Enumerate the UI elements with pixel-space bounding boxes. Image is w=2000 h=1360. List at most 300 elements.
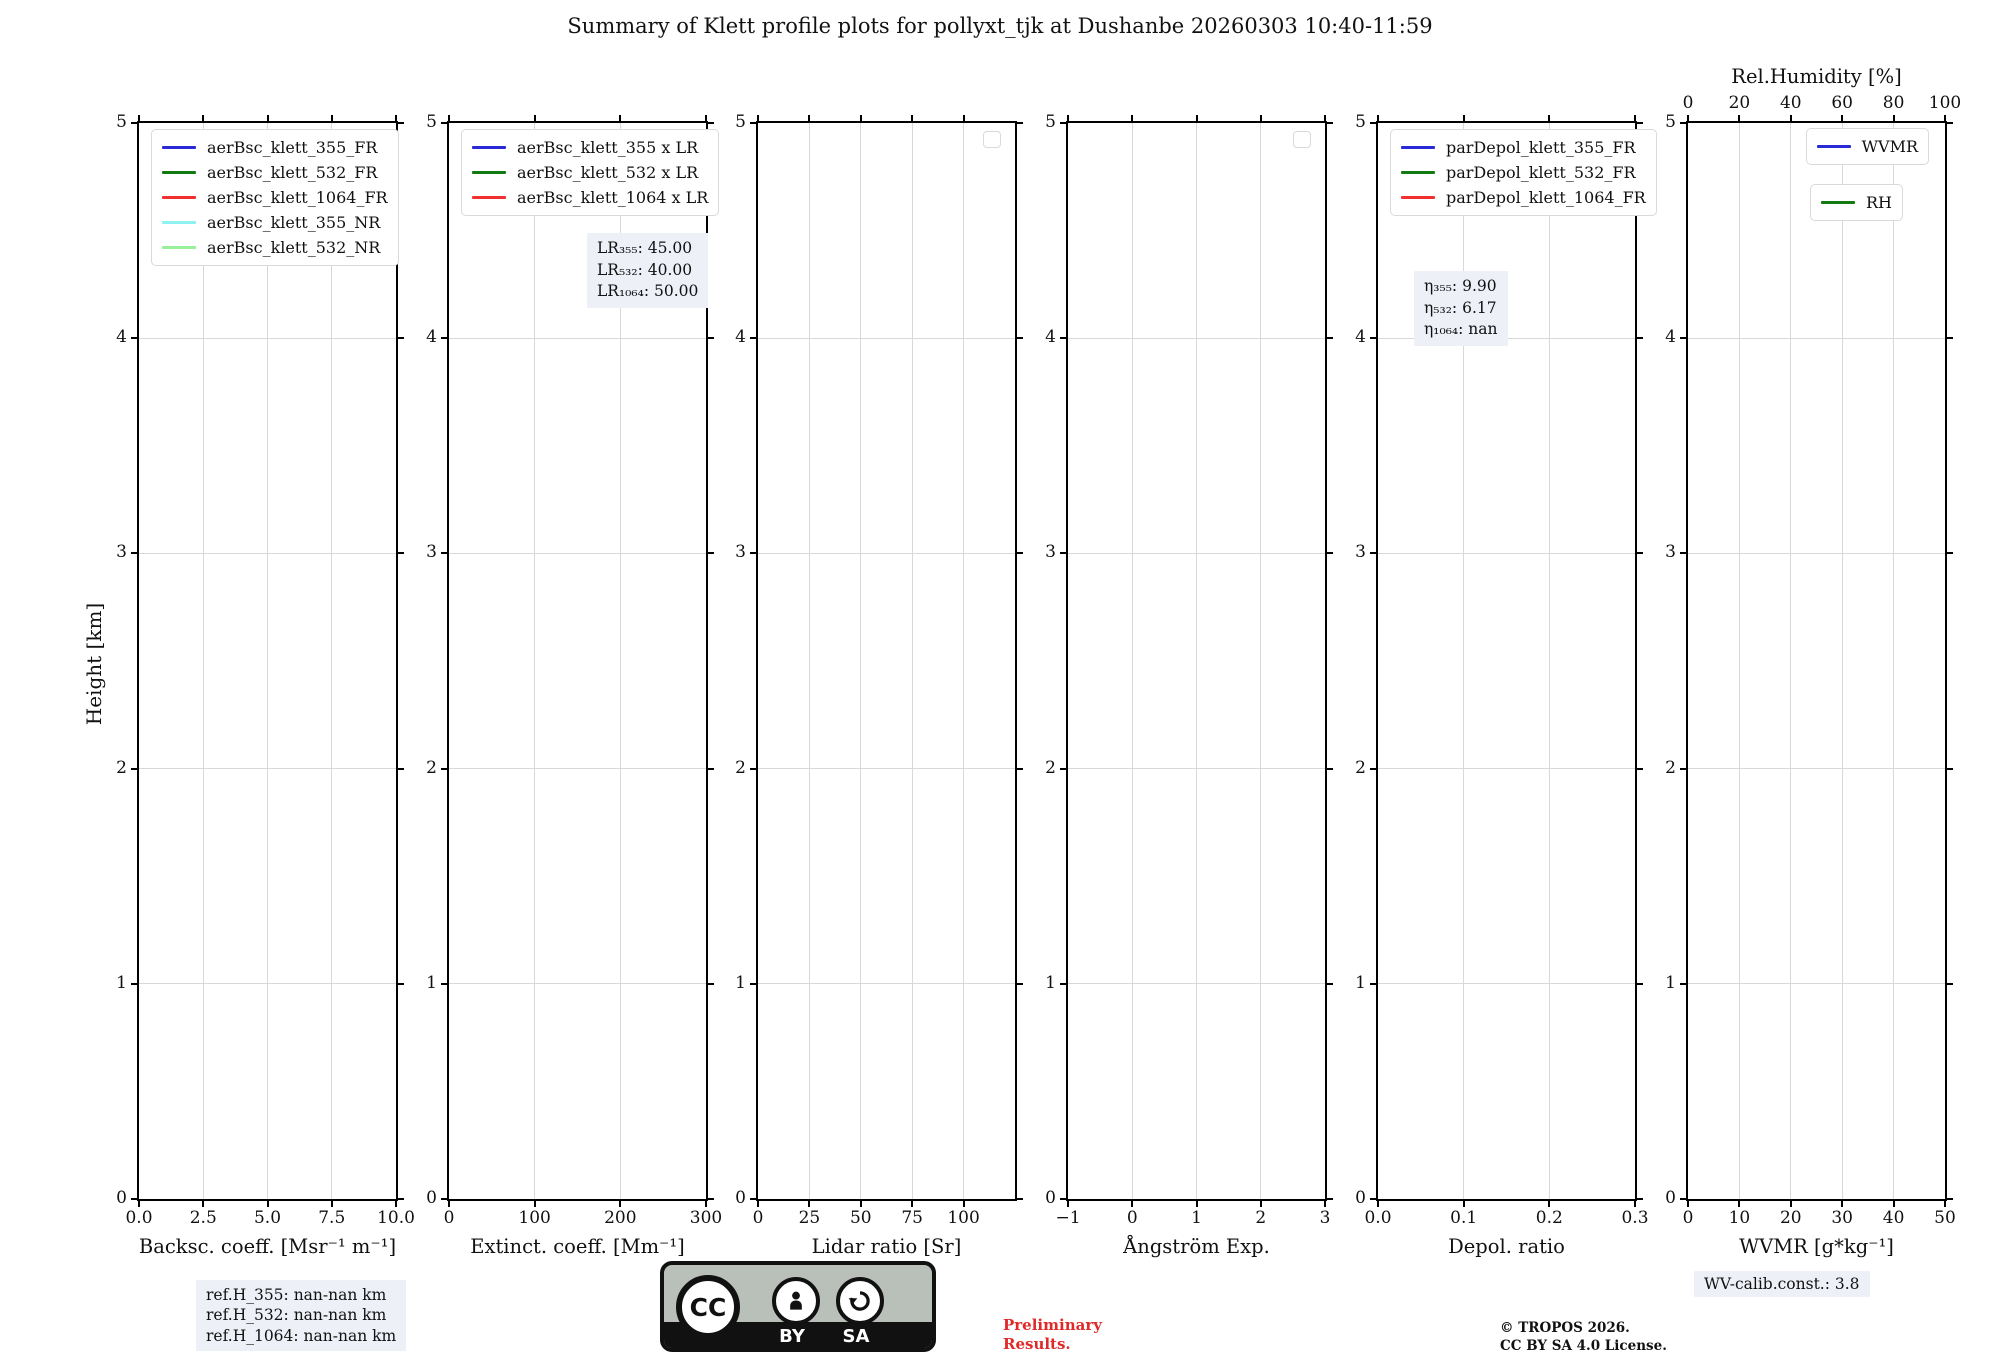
tick-right	[1945, 983, 1953, 985]
gridline-horizontal	[1378, 553, 1635, 554]
refh-532: ref.H_532: nan-nan km	[206, 1306, 387, 1325]
tick-bottom	[1131, 1199, 1133, 1207]
top-tick-label: 80	[1882, 93, 1905, 113]
tick-top	[202, 115, 204, 123]
gridline-horizontal	[758, 983, 1015, 984]
tick-left	[131, 337, 139, 339]
tick-left	[1370, 122, 1378, 124]
legend-entry	[162, 135, 388, 160]
tick-top	[534, 115, 536, 123]
legend-entry	[162, 210, 388, 235]
x-axis-label: WVMR [g*kg⁻¹]	[1739, 1235, 1894, 1258]
tick-right	[1945, 122, 1953, 124]
tick-left	[131, 122, 139, 124]
tick-left	[1680, 552, 1688, 554]
tick-right	[1945, 552, 1953, 554]
tick-right	[1945, 1198, 1953, 1200]
top-tick-label: 100	[1928, 93, 1962, 113]
x-tick-label: 2.5	[189, 1208, 217, 1228]
legend-line-sample	[1821, 201, 1855, 204]
tick-top	[1463, 115, 1465, 123]
tick-right	[1945, 768, 1953, 770]
gridline-vertical	[1739, 123, 1740, 1199]
y-tick-label: 5	[1665, 112, 1676, 132]
annotation-line: η₃₅₅: 9.90	[1424, 277, 1497, 295]
gridline-horizontal	[449, 553, 706, 554]
tick-bottom	[1944, 1199, 1946, 1207]
tick-right	[1015, 122, 1023, 124]
x-tick-label: 25	[798, 1208, 821, 1228]
x-tick-label: −1	[1055, 1208, 1081, 1228]
preliminary-line2: Results.	[1003, 1334, 1071, 1353]
gridline-horizontal	[758, 768, 1015, 769]
tick-top	[808, 115, 810, 123]
tick-left	[441, 552, 449, 554]
tick-left	[131, 983, 139, 985]
legend-entry	[1817, 134, 1918, 159]
tick-bottom	[1548, 1199, 1550, 1207]
tick-right	[396, 337, 404, 339]
tick-left	[1060, 337, 1068, 339]
tick-bottom	[808, 1199, 810, 1207]
annotation-depol	[1414, 271, 1508, 346]
preliminary-line1: Preliminary	[1003, 1316, 1102, 1334]
gridline-vertical	[809, 123, 810, 1199]
gridline-horizontal	[449, 338, 706, 339]
copyright-line2: CC BY SA 4.0 License.	[1500, 1337, 1667, 1354]
tick-left	[750, 337, 758, 339]
legend-label: RH	[1866, 193, 1892, 212]
gridline-vertical	[912, 123, 913, 1199]
tick-right	[1325, 552, 1333, 554]
top-axis-label: Rel.Humidity [%]	[1731, 65, 1902, 88]
tick-right	[1635, 983, 1643, 985]
tick-left	[1680, 122, 1688, 124]
tick-left	[1680, 768, 1688, 770]
tick-right	[1635, 122, 1643, 124]
y-tick-label: 2	[116, 757, 127, 778]
gridline-vertical	[267, 123, 268, 1199]
x-axis-label: Lidar ratio [Sr]	[811, 1235, 962, 1258]
tick-bottom	[1324, 1199, 1326, 1207]
gridline-vertical	[1260, 123, 1261, 1199]
tick-right	[706, 337, 714, 339]
tick-bottom	[331, 1199, 333, 1207]
y-tick-label: 0	[1355, 1188, 1366, 1208]
tick-left	[441, 768, 449, 770]
tick-right	[1015, 1198, 1023, 1200]
cc-by-person-icon	[772, 1277, 820, 1325]
gridline-vertical	[1196, 123, 1197, 1199]
legend-line-sample	[472, 146, 506, 149]
y-tick-label: 2	[426, 757, 437, 778]
legend-label: aerBsc_klett_355_FR	[207, 138, 378, 157]
gridline-horizontal	[1688, 983, 1945, 984]
legend-line-sample	[1817, 145, 1851, 148]
tick-left	[1060, 552, 1068, 554]
tick-right	[706, 1198, 714, 1200]
legend-label: WVMR	[1861, 137, 1918, 156]
subplot-angstroem	[1045, 112, 1331, 1258]
tick-bottom	[619, 1199, 621, 1207]
legend-wvmr	[1806, 128, 1929, 165]
legend-label: parDepol_klett_532_FR	[1446, 163, 1636, 182]
y-tick-label: 0	[426, 1188, 437, 1208]
tick-right	[396, 552, 404, 554]
gridline-vertical	[1790, 123, 1791, 1199]
tick-right	[706, 122, 714, 124]
x-tick-label: 5.0	[253, 1208, 282, 1228]
tick-left	[1370, 1198, 1378, 1200]
gridline-horizontal	[1378, 768, 1635, 769]
x-tick-label: 30	[1831, 1208, 1853, 1228]
y-tick-label: 4	[1665, 327, 1676, 348]
tick-left	[1060, 1198, 1068, 1200]
cc-by-sa-badge	[660, 1261, 936, 1352]
tick-top	[1738, 115, 1740, 123]
tick-left	[1370, 768, 1378, 770]
gridline-horizontal	[1688, 768, 1945, 769]
legend-line-sample	[162, 221, 196, 224]
tick-right	[1015, 552, 1023, 554]
x-tick-label: 7.5	[318, 1208, 346, 1228]
cc-sa-arrow-icon	[836, 1277, 884, 1325]
gridline-horizontal	[1688, 338, 1945, 339]
gridline-vertical	[534, 123, 535, 1199]
x-tick-label: 0.0	[1364, 1208, 1392, 1228]
reference-height-annotation	[196, 1280, 406, 1351]
legend-empty-box	[983, 131, 1001, 148]
y-tick-label: 5	[116, 112, 127, 132]
x-axis-label: Ångström Exp.	[1123, 1235, 1270, 1258]
legend-label: aerBsc_klett_355_NR	[207, 213, 381, 232]
tick-left	[1370, 983, 1378, 985]
subplot-depol	[1355, 112, 1649, 1258]
x-tick-label: 0	[1682, 1208, 1694, 1228]
gridline-horizontal	[758, 553, 1015, 554]
annotation-extinct	[587, 233, 708, 308]
tick-right	[396, 1198, 404, 1200]
tick-left	[1060, 768, 1068, 770]
y-tick-label: 1	[116, 972, 127, 993]
tick-bottom	[1196, 1199, 1198, 1207]
subplot-backsc	[116, 112, 415, 1258]
y-tick-label: 4	[426, 327, 437, 348]
tick-left	[131, 768, 139, 770]
x-tick-label: 0	[443, 1208, 455, 1228]
wv-calibration-annotation: WV-calib.const.: 3.8	[1694, 1271, 1870, 1297]
y-tick-label: 3	[116, 542, 127, 563]
legend-rh	[1810, 184, 1903, 221]
tick-top	[1131, 115, 1133, 123]
tick-right	[396, 122, 404, 124]
x-tick-label: 1	[1191, 1208, 1202, 1228]
legend-entry	[1401, 160, 1646, 185]
tick-right	[1015, 983, 1023, 985]
tick-bottom	[138, 1199, 140, 1207]
legend-line-sample	[162, 171, 196, 174]
legend-label: aerBsc_klett_532_NR	[207, 238, 381, 257]
x-tick-label: 0.2	[1535, 1208, 1563, 1228]
x-tick-label: 40	[1882, 1208, 1905, 1228]
tick-right	[1325, 1198, 1333, 1200]
legend-label: aerBsc_klett_1064_FR	[207, 188, 388, 207]
legend-line-sample	[1401, 196, 1435, 199]
copyright-note	[1500, 1320, 1667, 1355]
tick-left	[441, 983, 449, 985]
gridline-horizontal	[449, 983, 706, 984]
legend-entry	[162, 160, 388, 185]
y-tick-label: 4	[1355, 327, 1366, 348]
cc-logo-icon: CC	[676, 1275, 740, 1339]
x-tick-label: 0.0	[125, 1208, 153, 1228]
tick-bottom	[963, 1199, 965, 1207]
x-tick-label: 10	[1728, 1208, 1751, 1228]
tick-top	[860, 115, 862, 123]
y-tick-label: 1	[426, 972, 437, 993]
tick-right	[396, 983, 404, 985]
subplot-wvmr	[1665, 65, 1962, 1258]
top-tick-label: 60	[1831, 93, 1853, 113]
tick-top	[1548, 115, 1550, 123]
tick-right	[1635, 337, 1643, 339]
x-tick-label: 50	[1934, 1208, 1956, 1228]
gridline-vertical	[963, 123, 964, 1199]
tick-bottom	[202, 1199, 204, 1207]
tick-left	[750, 552, 758, 554]
tick-top	[1260, 115, 1262, 123]
y-tick-label: 0	[1665, 1188, 1676, 1208]
y-tick-label: 2	[1045, 757, 1056, 778]
gridline-vertical	[860, 123, 861, 1199]
gridline-vertical	[1549, 123, 1550, 1199]
top-tick-label: 40	[1779, 93, 1802, 113]
legend-entry	[472, 135, 708, 160]
copyright-line1: © TROPOS 2026.	[1500, 1320, 1630, 1336]
gridline-horizontal	[139, 983, 396, 984]
legend-line-sample	[1401, 171, 1435, 174]
gridline-horizontal	[1688, 553, 1945, 554]
x-axis-label: Depol. ratio	[1448, 1235, 1565, 1258]
x-tick-label: 75	[901, 1208, 923, 1228]
tick-right	[1635, 768, 1643, 770]
legend-label: aerBsc_klett_532_FR	[207, 163, 378, 182]
y-tick-label: 3	[1045, 542, 1056, 563]
legend-label: aerBsc_klett_532 x LR	[517, 163, 699, 182]
legend-entry	[1401, 135, 1646, 160]
refh-1064: ref.H_1064: nan-nan km	[206, 1326, 397, 1345]
gridline-horizontal	[139, 338, 396, 339]
gridline-horizontal	[1068, 983, 1325, 984]
y-tick-label: 2	[735, 757, 746, 778]
x-tick-label: 100	[947, 1208, 980, 1228]
annotation-line: LR₅₃₂: 40.00	[597, 260, 693, 279]
legend-entry	[162, 235, 388, 260]
legend-line-sample	[1401, 146, 1435, 149]
refh-355: ref.H_355: nan-nan km	[206, 1286, 387, 1304]
tick-bottom	[534, 1199, 536, 1207]
tick-bottom	[1067, 1199, 1069, 1207]
tick-bottom	[705, 1199, 707, 1207]
tick-right	[706, 552, 714, 554]
legend-line-sample	[162, 246, 196, 249]
tick-top	[267, 115, 269, 123]
tick-top	[1790, 115, 1792, 123]
y-tick-label: 4	[735, 327, 746, 348]
y-tick-label: 3	[735, 542, 746, 563]
legend-label: parDepol_klett_355_FR	[1446, 138, 1636, 157]
x-tick-label: 200	[604, 1208, 637, 1228]
legend-entry	[472, 160, 708, 185]
preliminary-results-note	[1003, 1316, 1102, 1354]
gridline-horizontal	[1378, 983, 1635, 984]
tick-left	[1680, 983, 1688, 985]
cc-sa-label: SA	[842, 1326, 870, 1347]
legend-extinct	[461, 129, 719, 216]
tick-bottom	[1687, 1199, 1689, 1207]
tick-right	[1325, 983, 1333, 985]
tick-top	[619, 115, 621, 123]
legend-line-sample	[162, 196, 196, 199]
tick-right	[396, 768, 404, 770]
x-tick-label: 100	[518, 1208, 551, 1228]
x-tick-label: 300	[689, 1208, 723, 1228]
tick-right	[1635, 1198, 1643, 1200]
legend-line-sample	[472, 171, 506, 174]
x-tick-label: 0	[1126, 1208, 1138, 1228]
cc-by-label: BY	[779, 1326, 805, 1347]
legend-line-sample	[472, 196, 506, 199]
y-tick-label: 1	[1045, 972, 1056, 993]
tick-top	[331, 115, 333, 123]
top-tick-label: 20	[1728, 93, 1751, 113]
x-tick-label: 0	[752, 1208, 764, 1228]
y-tick-label: 0	[1045, 1188, 1056, 1208]
gridline-horizontal	[449, 768, 706, 769]
legend-line-sample	[162, 146, 196, 149]
x-axis-label: Extinct. coeff. [Mm⁻¹]	[470, 1235, 685, 1258]
y-tick-label: 1	[1665, 972, 1676, 993]
x-tick-label: 0.1	[1450, 1208, 1478, 1228]
subplot-extinct	[426, 112, 723, 1258]
gridline-horizontal	[1068, 768, 1325, 769]
y-tick-label: 4	[116, 327, 127, 348]
y-tick-label: 5	[735, 112, 746, 132]
y-tick-label: 1	[1355, 972, 1366, 993]
y-tick-label: 0	[116, 1188, 127, 1208]
tick-right	[1325, 337, 1333, 339]
gridline-vertical	[1893, 123, 1894, 1199]
tick-bottom	[1893, 1199, 1895, 1207]
tick-top	[963, 115, 965, 123]
annotation-line: LR₁₀₆₄: 50.00	[597, 282, 699, 301]
legend-label: parDepol_klett_1064_FR	[1446, 188, 1646, 207]
gridline-horizontal	[139, 768, 396, 769]
tick-right	[706, 983, 714, 985]
subplot-lidar-ratio	[735, 112, 1017, 1258]
x-tick-label: 0.3	[1621, 1208, 1649, 1228]
tick-left	[131, 1198, 139, 1200]
tick-right	[706, 768, 714, 770]
annotation-line: LR₃₅₅: 45.00	[597, 239, 693, 257]
y-tick-label: 0	[735, 1188, 746, 1208]
y-tick-label: 5	[426, 112, 437, 132]
tick-right	[1325, 122, 1333, 124]
legend-depol	[1390, 129, 1657, 216]
annotation-line: η₁₀₆₄: nan	[1424, 320, 1498, 339]
tick-top	[1841, 115, 1843, 123]
tick-left	[1060, 122, 1068, 124]
tick-bottom	[1634, 1199, 1636, 1207]
gridline-vertical	[331, 123, 332, 1199]
tick-left	[441, 1198, 449, 1200]
tick-top	[1196, 115, 1198, 123]
tick-left	[1680, 1198, 1688, 1200]
tick-bottom	[1738, 1199, 1740, 1207]
top-tick-label: 0	[1682, 93, 1694, 113]
y-tick-label: 3	[426, 542, 437, 563]
tick-bottom	[395, 1199, 397, 1207]
tick-right	[1635, 552, 1643, 554]
y-tick-label: 3	[1665, 542, 1676, 563]
y-axis-label: Height [km]	[82, 602, 106, 726]
tick-bottom	[267, 1199, 269, 1207]
legend-entry	[472, 185, 708, 210]
x-tick-label: 2	[1255, 1208, 1267, 1228]
tick-bottom	[860, 1199, 862, 1207]
legend-entry	[1401, 185, 1646, 210]
tick-left	[1060, 983, 1068, 985]
x-tick-label: 50	[849, 1208, 872, 1228]
tick-bottom	[757, 1199, 759, 1207]
tick-bottom	[1841, 1199, 1843, 1207]
gridline-horizontal	[1068, 338, 1325, 339]
tick-right	[1015, 768, 1023, 770]
x-tick-label: 10.0	[377, 1208, 415, 1228]
tick-top	[1893, 115, 1895, 123]
tick-bottom	[1463, 1199, 1465, 1207]
tick-left	[750, 983, 758, 985]
legend-entry	[1821, 190, 1892, 215]
y-tick-label: 2	[1665, 757, 1676, 778]
legend-backsc	[151, 129, 399, 266]
gridline-horizontal	[758, 338, 1015, 339]
tick-left	[750, 768, 758, 770]
legend-empty-box	[1293, 131, 1311, 148]
tick-left	[1680, 337, 1688, 339]
gridline-vertical	[203, 123, 204, 1199]
legend-label: aerBsc_klett_1064 x LR	[517, 188, 709, 207]
tick-bottom	[1377, 1199, 1379, 1207]
tick-bottom	[1260, 1199, 1262, 1207]
tick-right	[1325, 768, 1333, 770]
y-tick-label: 3	[1355, 542, 1366, 563]
legend-entry	[162, 185, 388, 210]
legend-label: aerBsc_klett_355 x LR	[517, 138, 699, 157]
y-tick-label: 2	[1355, 757, 1366, 778]
x-tick-label: 3	[1319, 1208, 1331, 1228]
tick-left	[750, 1198, 758, 1200]
gridline-vertical	[1132, 123, 1133, 1199]
tick-bottom	[448, 1199, 450, 1207]
tick-left	[1370, 552, 1378, 554]
gridline-horizontal	[139, 553, 396, 554]
gridline-horizontal	[1068, 553, 1325, 554]
y-tick-label: 5	[1045, 112, 1056, 132]
gridline-vertical	[1842, 123, 1843, 1199]
tick-bottom	[911, 1199, 913, 1207]
tick-left	[441, 337, 449, 339]
